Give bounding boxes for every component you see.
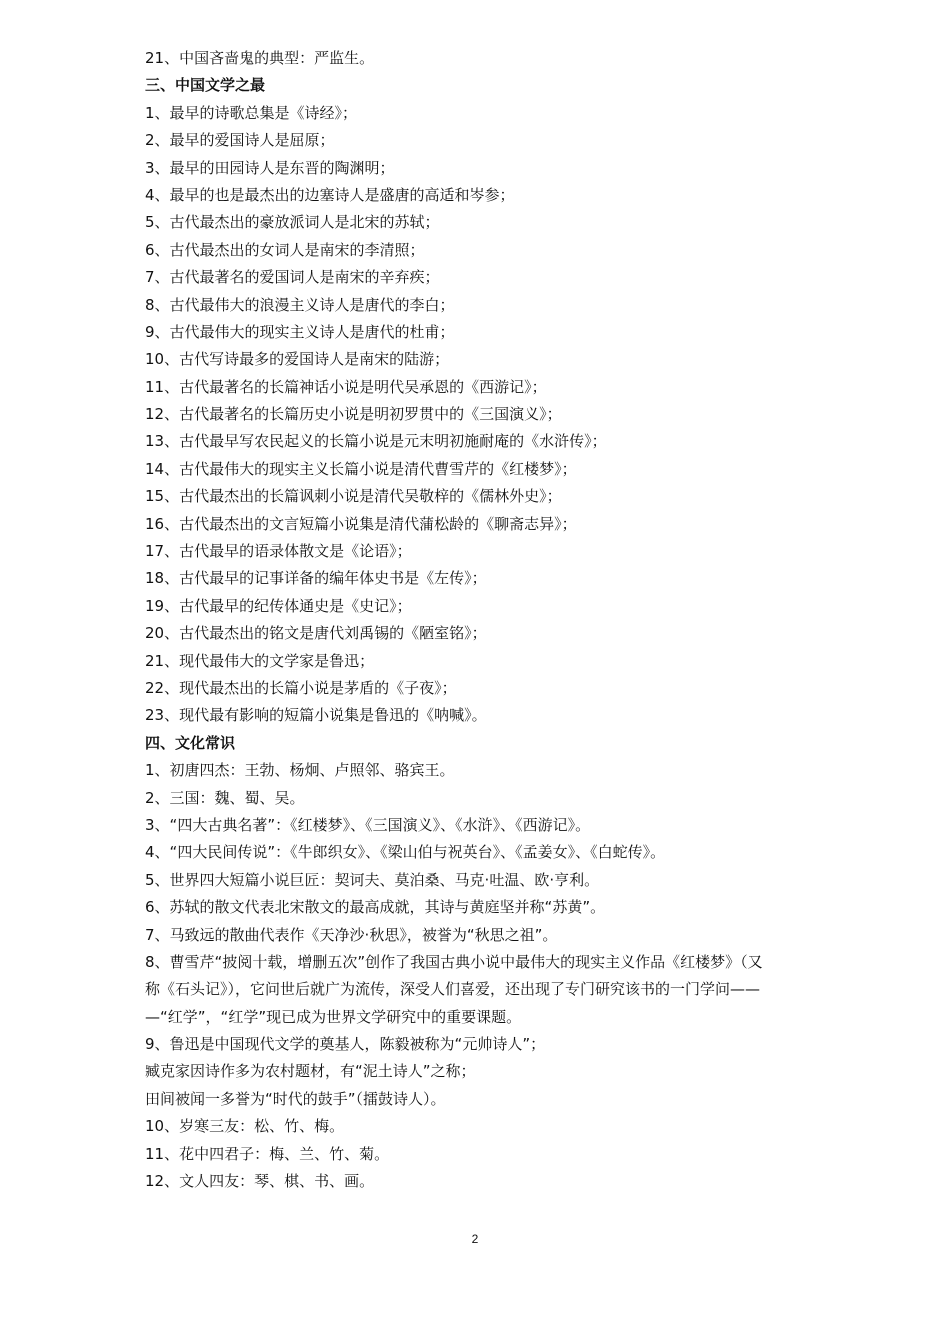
list-item: 4、“四大民间传说”：《牛郎织女》、《梁山伯与祝英台》、《孟姜女》、《白蛇传》。 <box>145 843 666 862</box>
list-item: 14、古代最伟大的现实主义长篇小说是清代曹雪芹的《红楼梦》； <box>145 459 577 478</box>
list-item: 5、古代最杰出的豪放派词人是北宋的苏轼； <box>145 213 440 232</box>
list-item: 12、文人四友：琴、棋、书、画。 <box>145 1172 375 1191</box>
list-item: 7、马致远的散曲代表作《天净沙·秋思》，被誉为“秋思之祖”。 <box>145 925 558 944</box>
list-item: 12、古代最著名的长篇历史小说是明初罗贯中的《三国演义》； <box>145 405 562 424</box>
list-item: 19、古代最早的纪传体通史是《史记》； <box>145 596 412 615</box>
list-item: 18、古代最早的记事详备的编年体史书是《左传》； <box>145 569 487 588</box>
list-item: 8、古代最伟大的浪漫主义诗人是唐代的李白； <box>145 295 455 314</box>
paragraph-line: 称《石头记》），它问世后就广为流传，深受人们喜爱，还出现了专门研究该书的一门学问—— <box>145 980 761 999</box>
list-item: 21、中国吝啬鬼的典型：严监生。 <box>145 49 375 67</box>
list-item: 1、初唐四杰：王勃、杨炯、卢照邻、骆宾王。 <box>145 761 455 780</box>
paragraph-line: 9、鲁迅是中国现代文学的奠基人，陈毅被称为“元帅诗人”； <box>145 1035 546 1054</box>
list-item: 22、现代最杰出的长篇小说是茅盾的《子夜》； <box>145 678 457 697</box>
list-item: 13、古代最早写农民起义的长篇小说是元末明初施耐庵的《水浒传》； <box>145 432 607 451</box>
list-item: 2、最早的爱国诗人是屈原； <box>145 131 335 150</box>
list-item: 20、古代最杰出的铭文是唐代刘禹锡的《陋室铭》； <box>145 624 487 643</box>
list-item: 1、最早的诗歌总集是《诗经》； <box>145 103 358 122</box>
section-heading-cultural-knowledge: 四、文化常识 <box>145 733 236 752</box>
list-item: 10、岁寒三友：松、竹、梅。 <box>145 1117 345 1136</box>
cultural-knowledge-list <box>145 757 815 1195</box>
list-item: 6、苏轼的散文代表北宋散文的最高成就，其诗与黄庭坚并称“苏黄”。 <box>145 898 606 917</box>
list-item: 15、古代最杰出的长篇讽刺小说是清代吴敬梓的《儒林外史》； <box>145 487 562 506</box>
list-item: 21、现代最伟大的文学家是鲁迅； <box>145 651 375 670</box>
list-item: 16、古代最杰出的文言短篇小说集是清代蒲松龄的《聊斋志异》； <box>145 514 577 533</box>
list-item: 11、花中四君子：梅、兰、竹、菊。 <box>145 1144 390 1163</box>
literature-firsts-list <box>145 100 815 730</box>
page-number: 2 <box>471 1232 479 1246</box>
list-item: 2、三国：魏、蜀、吴。 <box>145 788 305 807</box>
list-item: 23、现代最有影响的短篇小说集是鲁迅的《呐喊》。 <box>145 706 487 725</box>
list-item: 3、“四大古典名著”：《红楼梦》、《三国演义》、《水浒》、《西游记》。 <box>145 815 591 834</box>
list-item: 11、古代最著名的长篇神话小说是明代吴承恩的《西游记》； <box>145 377 547 396</box>
list-item: 17、古代最早的语录体散文是《论语》； <box>145 542 412 561</box>
list-item-paragraph <box>145 1031 815 1113</box>
list-item: 3、最早的田园诗人是东晋的陶渊明； <box>145 158 395 177</box>
list-item-paragraph <box>145 949 815 1031</box>
list-item: 4、最早的也是最杰出的边塞诗人是盛唐的高适和岑参； <box>145 185 515 204</box>
list-item: 10、古代写诗最多的爱国诗人是南宋的陆游； <box>145 350 450 369</box>
paragraph-line: —“红学”，“红学”现已成为世界文学研究中的重要课题。 <box>145 1007 522 1026</box>
paragraph-line: 臧克家因诗作多为农村题材，有“泥土诗人”之称； <box>145 1062 476 1081</box>
paragraph-line: 8、曹雪芹“披阅十载，增删五次”创作了我国古典小说中最伟大的现实主义作品《红楼梦》（又 <box>145 952 763 971</box>
list-item: 7、古代最著名的爱国词人是南宋的辛弃疾； <box>145 268 440 287</box>
list-item: 6、古代最杰出的女词人是南宋的李清照； <box>145 240 425 259</box>
list-item: 5、世界四大短篇小说巨匠：契诃夫、莫泊桑、马克·吐温、欧·亨利。 <box>145 870 600 889</box>
list-item: 9、古代最伟大的现实主义诗人是唐代的杜甫； <box>145 322 455 341</box>
page-content <box>145 45 815 1195</box>
section-heading-literature-firsts: 三、中国文学之最 <box>145 76 266 95</box>
paragraph-line: 田间被闻一多誉为“时代的鼓手”（擂鼓诗人）。 <box>145 1089 446 1108</box>
